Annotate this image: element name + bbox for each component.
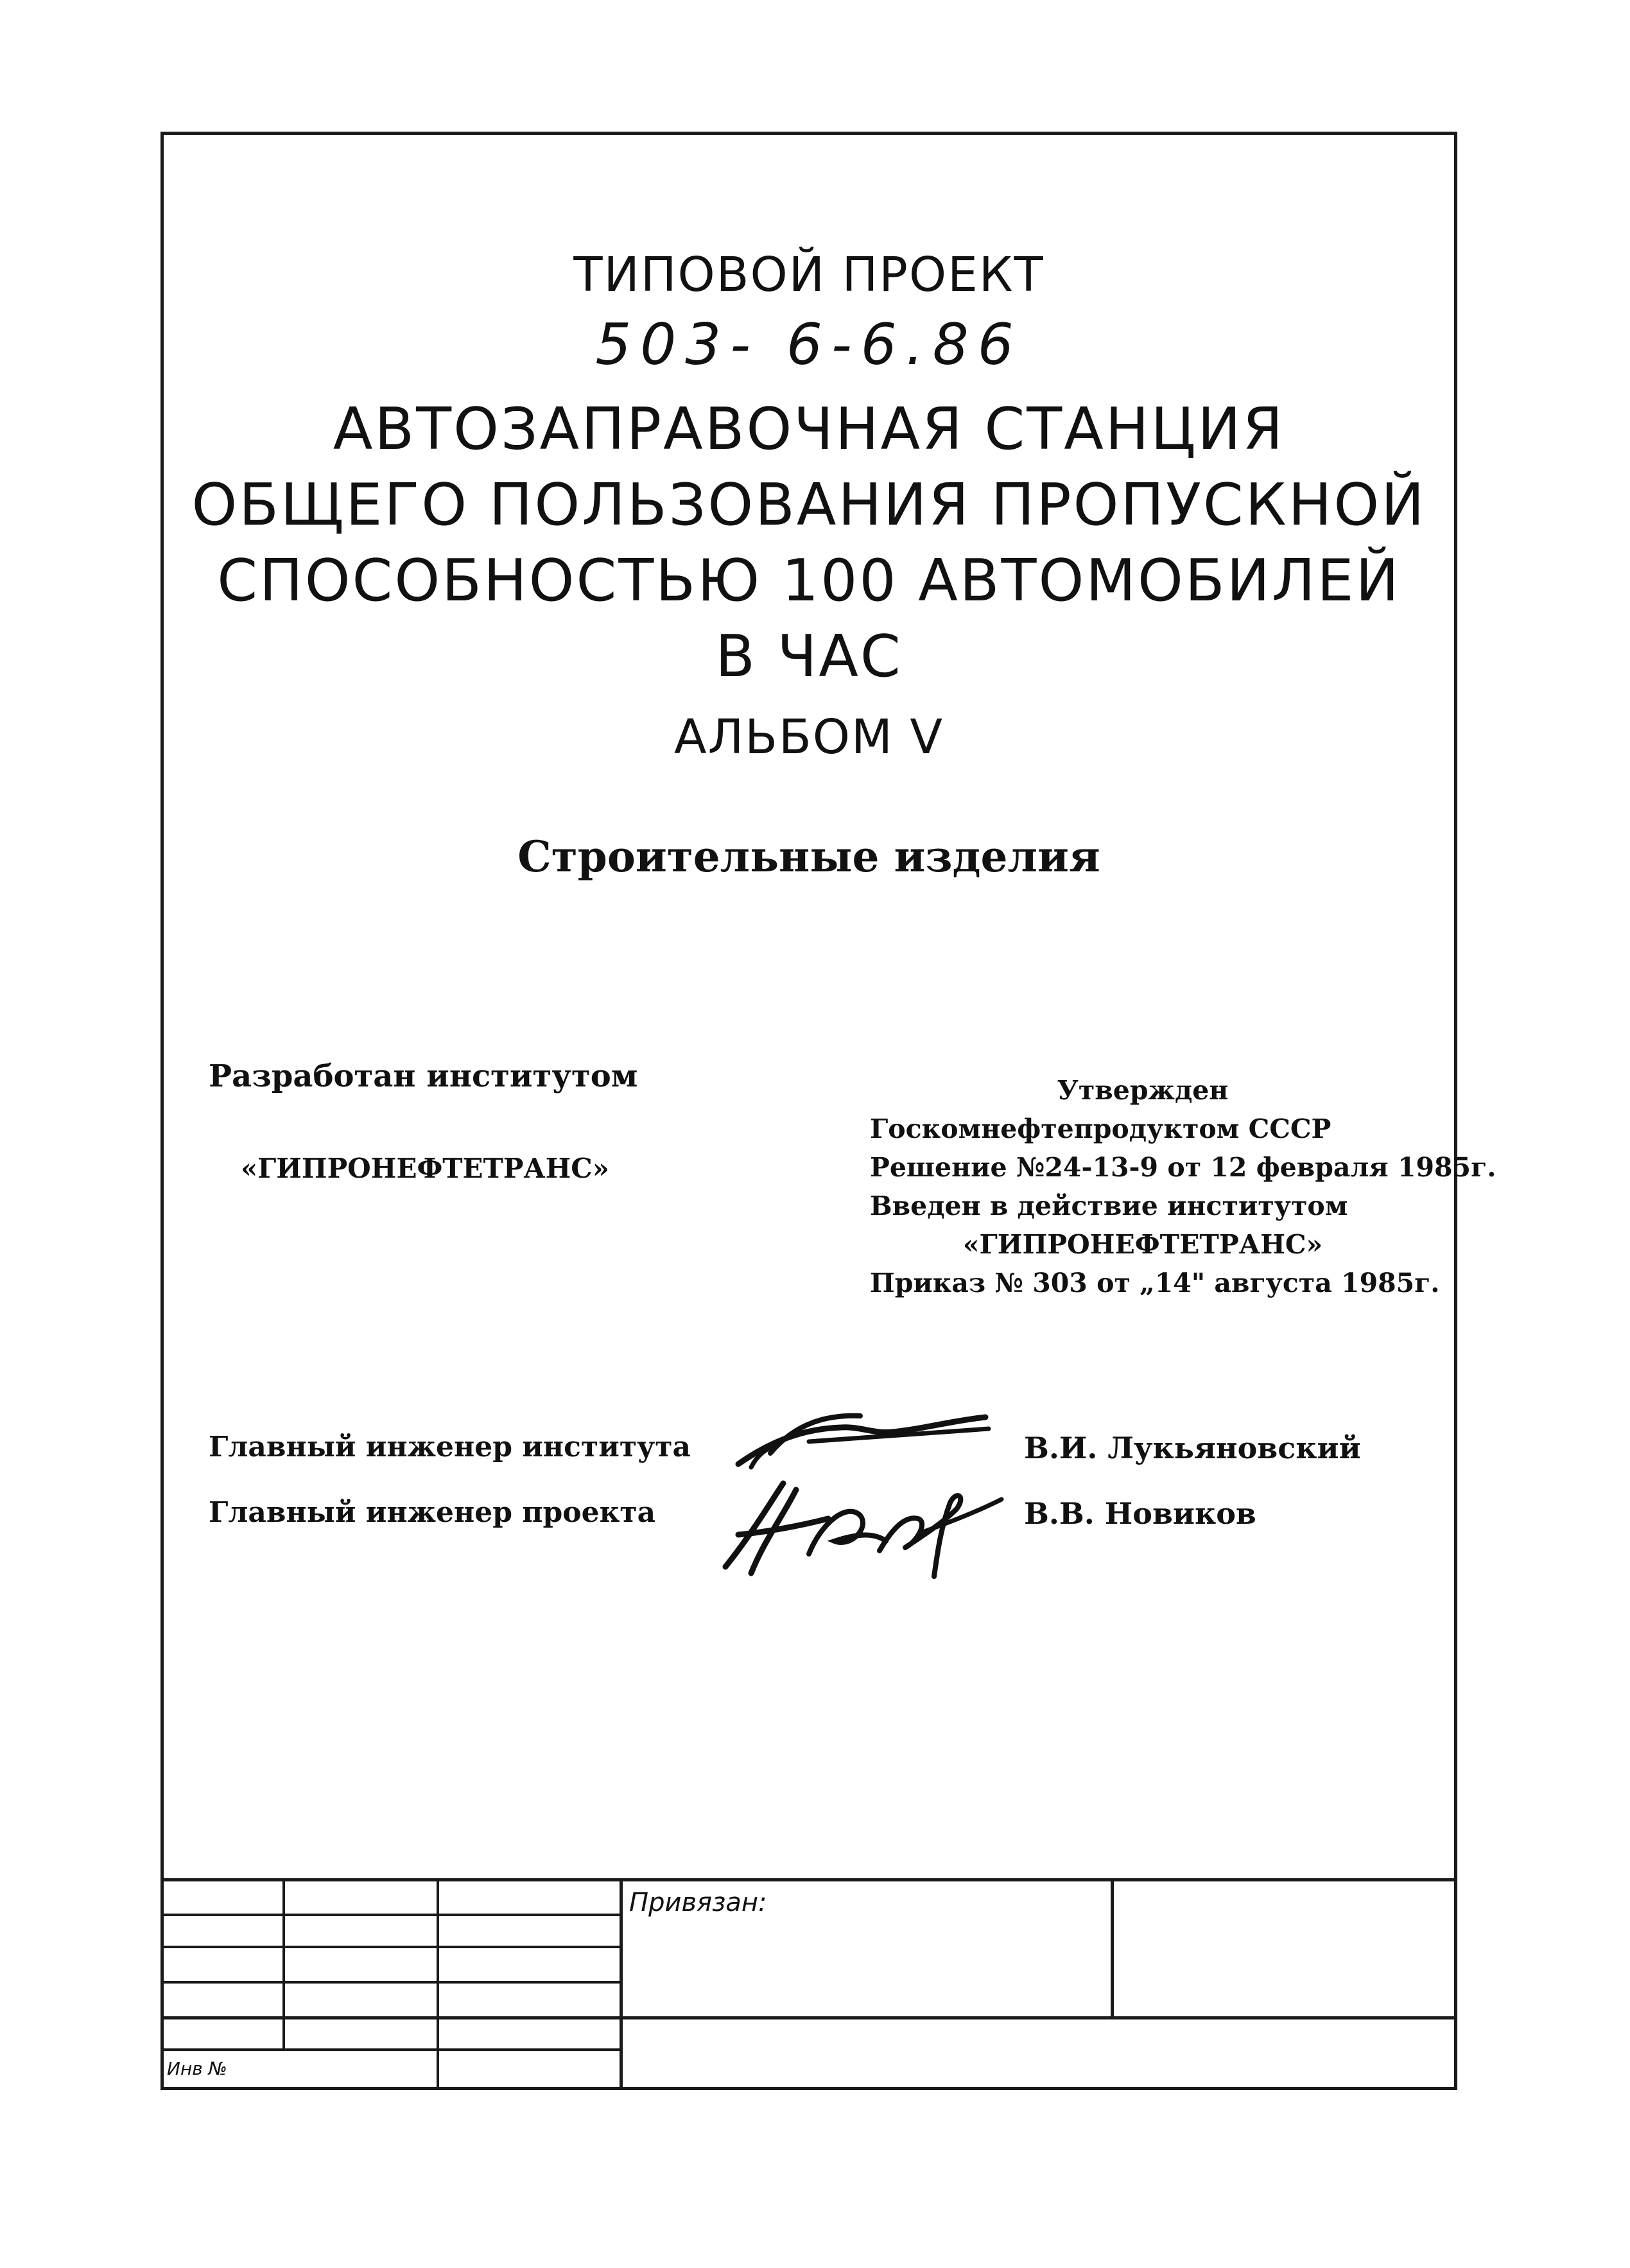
signature-2 (713, 1470, 1008, 1580)
stamp-row-line (160, 1981, 620, 1984)
approval-institute: «ГИПРОНЕФТЕТРАНС» (962, 1229, 1323, 1260)
linked-label: Привязан: (629, 1888, 767, 1917)
approval-heading: Утвержден (1057, 1075, 1229, 1106)
stamp-col-line (282, 1878, 285, 2048)
stamp-col-line (437, 1878, 439, 2090)
approval-decision: Решение №24-13-9 от 12 февраля 1985г. (870, 1152, 1496, 1183)
approval-enacted: Введен в действие институтом (870, 1191, 1348, 1221)
title-line: СПОСОБНОСТЬЮ 100 АВТОМОБИЛЕЙ (217, 547, 1401, 615)
product-label: Строительные изделия (517, 832, 1100, 882)
title-line: В ЧАС (715, 623, 903, 690)
project-title (160, 392, 1457, 695)
stamp-col-line (1111, 1878, 1114, 2016)
project-series: ТИПОВОЙ ПРОЕКТ (573, 247, 1045, 302)
stamp-top-line (160, 1878, 1457, 1881)
signatory-role: Главный инженер проекта (209, 1496, 656, 1529)
approval-block (870, 1071, 1496, 1302)
approval-authority: Госкомнефтепродуктом СССР (870, 1113, 1331, 1144)
stamp-col-line (620, 1878, 623, 2090)
approval-order: Приказ № 303 от „14" августа 1985г. (870, 1268, 1440, 1298)
stamp-row-line (160, 1914, 620, 1916)
stamp-row-line (160, 1946, 620, 1948)
signatory-name: В.В. Новиков (1024, 1496, 1256, 1531)
stamp-row-line (160, 2048, 620, 2051)
title-line: ОБЩЕГО ПОЛЬЗОВАНИЯ ПРОПУСКНОЙ (191, 471, 1426, 539)
inventory-label: Инв № (167, 2058, 227, 2079)
signatory-role: Главный инженер института (209, 1431, 691, 1463)
title-line: АВТОЗАПРАВОЧНАЯ СТАНЦИЯ (333, 396, 1285, 463)
album-label: АЛЬБОМ V (673, 710, 944, 765)
signatory-name: В.И. Лукьяновский (1024, 1431, 1361, 1465)
developer-label: Разработан институтом (209, 1058, 638, 1094)
project-number: 503- 6-6.86 (595, 311, 1023, 378)
signature-1 (732, 1403, 1001, 1480)
developer-name: «ГИПРОНЕФТЕТРАНС» (241, 1153, 609, 1184)
stamp-mid-line (160, 2016, 1457, 2019)
